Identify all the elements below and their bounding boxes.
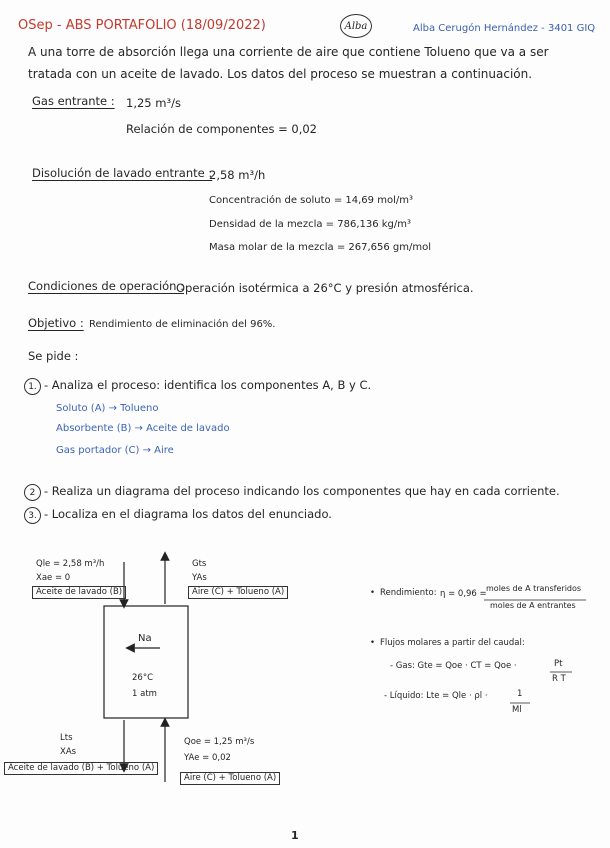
question-3-text: - Localiza en el diagrama los datos del enunciado. bbox=[44, 507, 332, 521]
objective-text: Rendimiento de eliminación del 96%. bbox=[89, 319, 276, 330]
author-logo: Alba bbox=[340, 14, 372, 38]
molar-flow-title: Flujos molares a partir del caudal: bbox=[380, 638, 525, 648]
column-pressure: 1 atm bbox=[132, 689, 157, 699]
asked-label: Se pide : bbox=[28, 349, 79, 363]
conditions-text: Operación isotérmica a 26°C y presión atmosférica. bbox=[176, 281, 474, 295]
gas-in-components: Aire (C) + Tolueno (A) bbox=[180, 772, 280, 785]
liquid-out-concentration: XAs bbox=[60, 747, 77, 757]
liquid-numerator: 1 bbox=[517, 689, 523, 699]
gas-out-flow: Gts bbox=[192, 559, 207, 569]
gas-in-flow: Qoe = 1,25 m³/s bbox=[184, 737, 255, 747]
transfer-rate: Na bbox=[138, 633, 152, 644]
yield-label: Rendimiento: bbox=[380, 588, 437, 598]
intro-line-2: tratada con un aceite de lavado. Los datos del proceso se muestran a continuación. bbox=[28, 67, 533, 81]
question-3-marker: 3. bbox=[24, 507, 41, 524]
component-a: Soluto (A) → Tolueno bbox=[56, 403, 159, 414]
solution-concentration: Concentración de soluto = 14,69 mol/m³ bbox=[209, 195, 413, 206]
liquid-molar-equation: - Líquido: Lte = Qle · ρl · bbox=[384, 691, 488, 701]
author-name: Alba Cerugón Hernández - 3401 GIQ bbox=[413, 23, 596, 34]
page-number: 1 bbox=[291, 829, 299, 842]
component-b: Absorbente (B) → Aceite de lavado bbox=[56, 423, 230, 434]
bullet-icon: • bbox=[370, 588, 376, 598]
yield-denominator: moles de A entrantes bbox=[490, 601, 576, 610]
gas-out-components: Aire (C) + Tolueno (A) bbox=[188, 586, 288, 599]
liquid-out-components: Aceite de lavado (B) + Tolueno (A) bbox=[4, 762, 158, 775]
gas-label: Gas entrante : bbox=[32, 94, 115, 108]
solution-molar-mass: Masa molar de la mezcla = 267,656 gm/mol bbox=[209, 242, 432, 253]
question-2-text: - Realiza un diagrama del proceso indicando los componentes que hay en cada corriente. bbox=[44, 484, 560, 498]
liquid-in-concentration: Xae = 0 bbox=[36, 573, 71, 583]
liquid-in-components: Aceite de lavado (B) bbox=[32, 586, 126, 599]
conditions-label: Condiciones de operación : bbox=[28, 279, 185, 293]
question-2-marker: 2 bbox=[24, 484, 41, 501]
liquid-in-flow: Qle = 2,58 m³/h bbox=[36, 559, 105, 569]
gas-molar-equation: - Gas: Gte = Qoe · CT = Qoe · bbox=[390, 661, 517, 671]
bullet-icon: • bbox=[370, 638, 376, 648]
gas-denominator: R T bbox=[552, 674, 566, 684]
yield-equation: η = 0,96 = bbox=[440, 589, 487, 599]
solution-density: Densidad de la mezcla = 786,136 kg/m³ bbox=[209, 219, 412, 230]
column-temperature: 26°C bbox=[132, 673, 154, 683]
objective-label: Objetivo : bbox=[28, 316, 84, 330]
liquid-denominator: Ml bbox=[512, 705, 522, 715]
gas-numerator: Pt bbox=[554, 659, 563, 669]
gas-flow: 1,25 m³/s bbox=[126, 96, 181, 110]
page-title: OSep - ABS PORTAFOLIO (18/09/2022) bbox=[18, 18, 266, 33]
question-1-marker: 1. bbox=[24, 378, 41, 395]
component-c: Gas portador (C) → Aire bbox=[56, 445, 174, 456]
liquid-out-flow: Lts bbox=[60, 733, 73, 743]
yield-numerator: moles de A transferidos bbox=[486, 584, 582, 593]
intro-line-1: A una torre de absorción llega una corriente de aire que contiene Tolueno que va a ser bbox=[28, 45, 549, 59]
column-body bbox=[104, 606, 188, 718]
question-1-text: - Analiza el proceso: identifica los componentes A, B y C. bbox=[44, 378, 372, 392]
solution-flow: 2,58 m³/h bbox=[209, 168, 266, 182]
gas-in-ratio: YAe = 0,02 bbox=[184, 753, 231, 763]
solution-label: Disolución de lavado entrante : bbox=[32, 166, 213, 180]
gas-ratio: Relación de componentes = 0,02 bbox=[126, 122, 317, 136]
gas-out-ratio: YAs bbox=[192, 573, 207, 583]
